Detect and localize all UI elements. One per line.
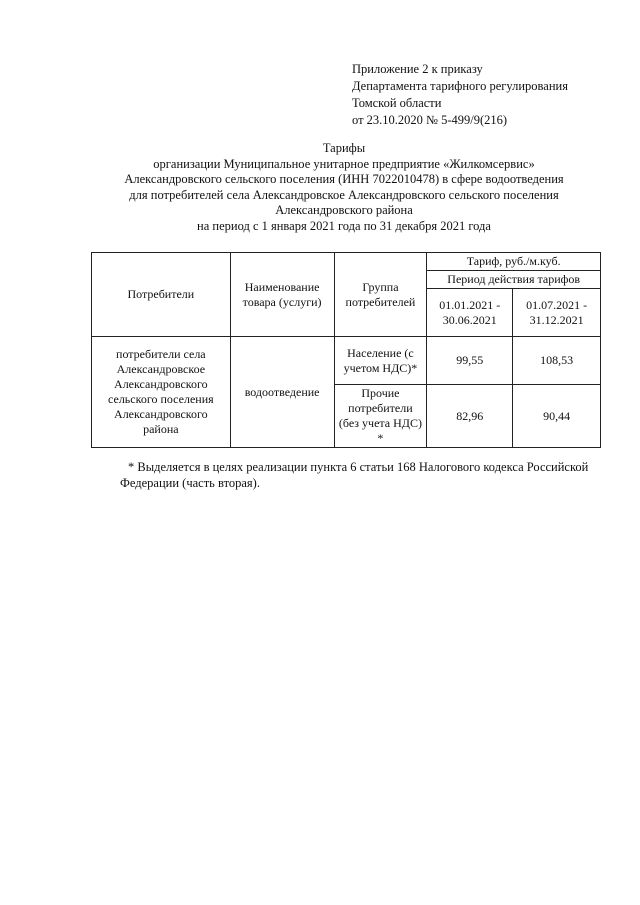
footnote-text: Федерации (часть вторая).	[120, 476, 260, 490]
title-line: для потребителей села Александровское Александровского сельского поселения	[129, 187, 559, 202]
header-period-2: 01.07.2021 - 31.12.2021	[513, 289, 601, 337]
tariff-value-cell: 90,44	[513, 385, 601, 448]
appendix-line: Департамента тарифного регулирования	[352, 79, 568, 93]
table-row	[92, 337, 601, 385]
tariff-value-cell: 108,53	[513, 337, 601, 385]
header-consumers: Потребители	[92, 253, 231, 337]
product-cell: водоотведение	[230, 337, 334, 448]
tariff-table	[91, 252, 601, 448]
appendix-line: Томской области	[352, 96, 442, 110]
title-line: Тарифы	[322, 141, 366, 155]
tariff-value-cell: 82,96	[427, 385, 513, 448]
consumers-cell: потребители села Александровское Александровского сельского поселения Александровского района	[92, 337, 231, 448]
group-cell: Население (с учетом НДС)*	[334, 337, 427, 385]
appendix-block	[352, 61, 568, 129]
header-period: Период действия тарифов	[427, 271, 601, 289]
header-period-1: 01.01.2021 - 30.06.2021	[427, 289, 513, 337]
title-line: Александровского района	[275, 203, 413, 218]
appendix-line: от 23.10.2020 № 5-499/9(216)	[352, 113, 508, 127]
document-title	[80, 141, 608, 235]
footnote	[120, 459, 618, 491]
title-line: Александровского сельского поселения (ИНН 7022010478) в сфере водоотведения	[124, 172, 564, 187]
title-line: организации Муниципальное унитарное предприятие «Жилкомсервис»	[153, 156, 535, 171]
header-group: Группа потребителей	[334, 253, 427, 337]
tariff-value-cell: 99,55	[427, 337, 513, 385]
group-cell: Прочие потребители (без учета НДС) *	[334, 385, 427, 448]
appendix-line: Приложение 2 к приказу	[352, 62, 483, 76]
footnote-marker: *	[128, 460, 135, 474]
header-product: Наименование товара (услуги)	[230, 253, 334, 337]
title-line: на период с 1 января 2021 года по 31 декабря 2021 года	[197, 218, 491, 233]
header-tariff: Тариф, руб./м.куб.	[427, 253, 601, 271]
footnote-text: Выделяется в целях реализации пункта 6 статьи 168 Налогового кодекса Российской	[137, 460, 589, 474]
